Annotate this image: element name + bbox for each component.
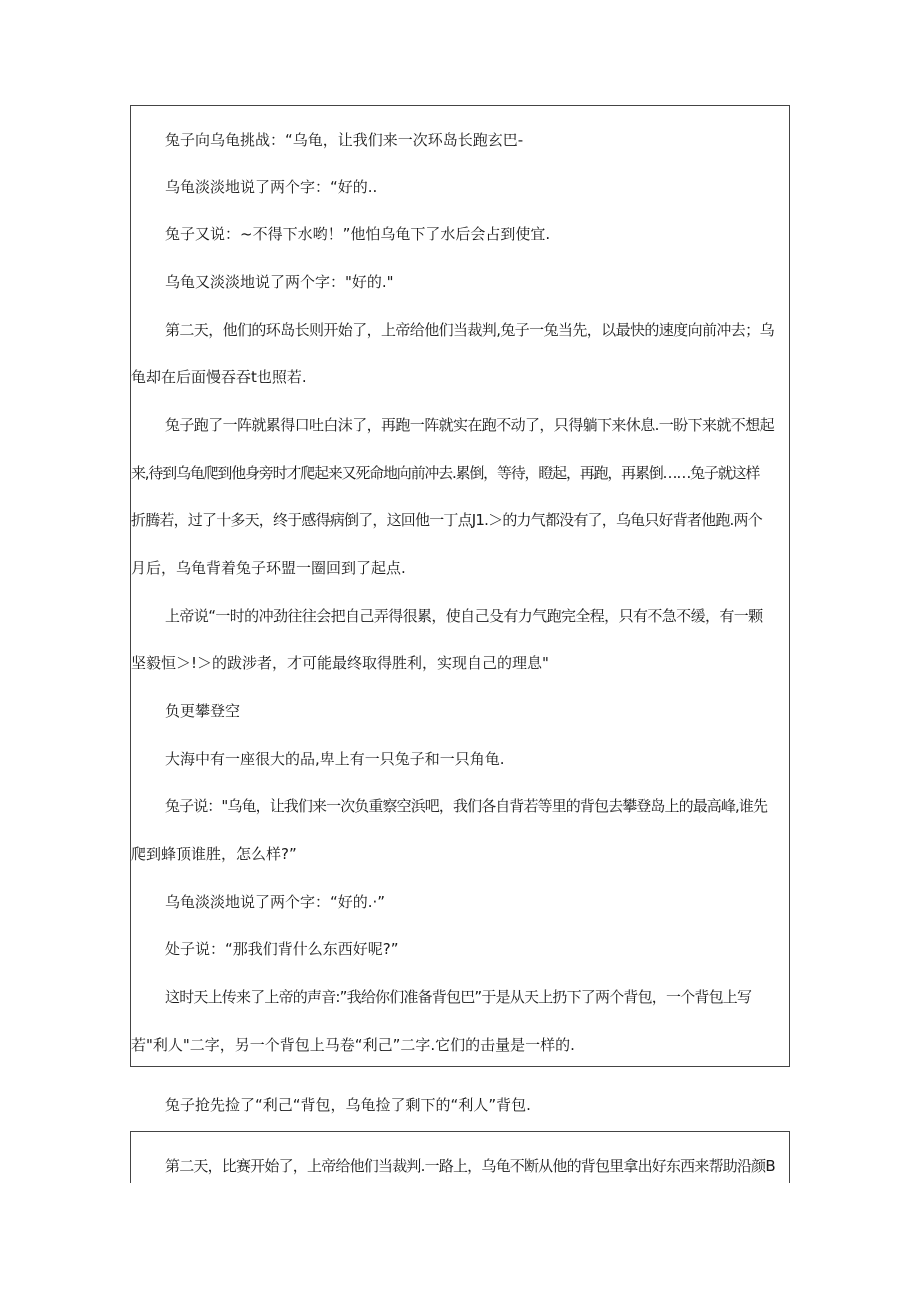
paragraph-line-16: 爬到蜂顶谁胜，怎么样?”	[131, 845, 297, 863]
section-heading: 负更攀登空	[165, 702, 241, 720]
paragraph-line-15: 兔子说："乌龟，让我们来一次负重察空浜吧，我们各自背若等里的背包去攀登岛上的最高峰,谁先	[165, 797, 768, 815]
paragraph-line-3: 兔子又说：~不得下水哟！”他怕乌龟下了水后会占到使宜.	[165, 225, 551, 243]
paragraph-line-continued: 第二天，比赛开始了，上帝给他们当裁判.一路上，乌龟不断从他的背包里拿出好东西来帮助沿颜B	[165, 1157, 775, 1175]
paragraph-line-6: 龟却在后面慢吞吞t也照若.	[131, 368, 307, 386]
paragraph-line-11: 上帝说“一时的冲劲往往会把自己弄得很累，使自己殳有力气跑完全程，只有不急不缓，有一颗	[165, 607, 763, 625]
paragraph-line-2: 乌龟淡淡地说了两个字：“好的..	[165, 178, 378, 196]
paragraph-line-19: 这时天上传来了上帝的声音:”我给你们准备背包巴”于是从天上扔下了两个背包，一个背包上写	[165, 988, 752, 1006]
paragraph-line-4: 乌龟又淡淡地说了两个字："好的."	[165, 273, 394, 291]
paragraph-line-8: 来,待到乌龟爬到他身旁时才爬起来又死命地向前冲去.累倒，等待，瞪起，再跑，再累倒……兔子就这样	[131, 464, 760, 482]
paragraph-line-10: 月后，乌龟背着兔子环盟一圈回到了起点.	[131, 559, 406, 577]
paragraph-line-9: 折腾若，过了十多天，终于感得病倒了，这回他一丁点J1.＞的力气都没有了，乌龟只好背者他跑.两个	[131, 511, 762, 529]
paragraph-line-12: 坚毅恒＞!＞的跋涉者，才可能最终取得胜利，实现自己的理息"	[131, 654, 549, 672]
paragraph-line-18: 处子说：“那我们背什么东西好呢?”	[165, 940, 399, 958]
paragraph-between-frames: 兔子抢先捡了“利己“背包，乌龟捡了剩下的“利人”背包.	[165, 1096, 531, 1114]
paragraph-line-1: 兔子向乌龟挑战：“乌龟，让我们来一次环岛长跑玄巴-	[165, 131, 524, 149]
paragraph-line-14: 大海中有一座很大的品,卑上有一只兔子和一只角龟.	[165, 750, 505, 768]
paragraph-line-7: 兔子跑了一阵就累得口吐白沫了，再跑一阵就实在跑不动了，只得躺下来休息.一盼下来就不想起	[165, 416, 774, 434]
paragraph-line-17: 乌龟淡淡地说了两个字：“好的.·”	[165, 893, 386, 911]
paragraph-line-5: 第二天，他们的环岛长则开始了，上帝给他们当裁判,兔子一兔当先，以最快的速度向前冲去；乌	[165, 321, 774, 339]
story-frame-main	[130, 105, 790, 1067]
paragraph-line-20: 若"利人"二字，另一个背包上马卷“利己”二字.它们的击量是一样的.	[131, 1036, 575, 1054]
